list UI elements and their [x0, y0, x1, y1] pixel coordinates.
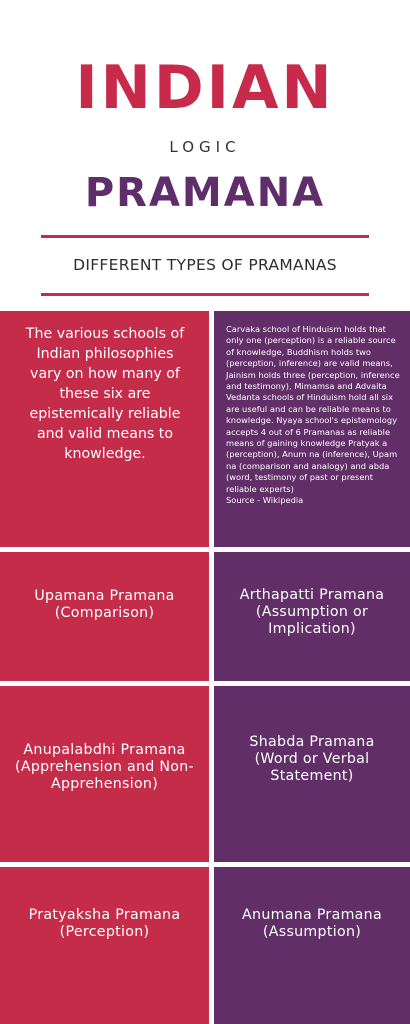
card-anumana-label: Anumana Pramana (Assumption)	[242, 906, 382, 940]
card-anupalabdhi-label: Anupalabdhi Pramana (Apprehension and Non- Apprehension)	[15, 741, 194, 792]
card-shabda-label: Shabda Pramana (Word or Verbal Statement)	[249, 733, 375, 784]
card-pratyaksha	[0, 867, 209, 1024]
source-citation: Source - Wikipedia	[226, 495, 304, 506]
source-paragraph	[226, 324, 406, 507]
card-arthapatti-label: Arthapatti Pramana (Assumption or Implication)	[239, 587, 385, 637]
title-indian: INDIAN	[75, 53, 335, 123]
intro-text: The various schools of Indian philosophies vary on how many of these six are epistemically reliable and valid means to knowledge.	[25, 326, 185, 462]
card-anumana	[214, 867, 410, 1024]
card-upamana	[0, 552, 209, 681]
bottom-divider	[41, 293, 369, 296]
title-logic: LOGIC	[169, 138, 241, 156]
card-upamana-label: Upamana Pramana (Comparison)	[34, 587, 175, 621]
top-divider	[41, 235, 369, 238]
card-pratyaksha-label: Pratyaksha Pramana (Perception)	[28, 906, 181, 940]
card-arthapatti	[214, 552, 410, 681]
card-shabda	[214, 686, 410, 862]
section-heading: DIFFERENT TYPES OF PRAMANAS	[73, 256, 337, 274]
source-body: Carvaka school of Hinduism holds that only one (perception) is a reliable source of knowledge, Buddhism holds two (perception, inference) are valid means, Jainism holds three (perception, inference and testimony), Mimamsa and Advaita Vedanta schools of Hinduism hold all six are useful and can be reliable means to knowledge. Nyaya school's epistemology accepts 4 out of 6 Pramanas as reliable means of gaining knowledge Pratyak a (perception), Anum na (inference), Upam na (comparison and analogy) and abda (word, testimony of past or present reliable experts)	[226, 324, 400, 494]
card-anupalabdhi	[0, 686, 209, 862]
title-pramana: PRAMANA	[84, 170, 326, 216]
